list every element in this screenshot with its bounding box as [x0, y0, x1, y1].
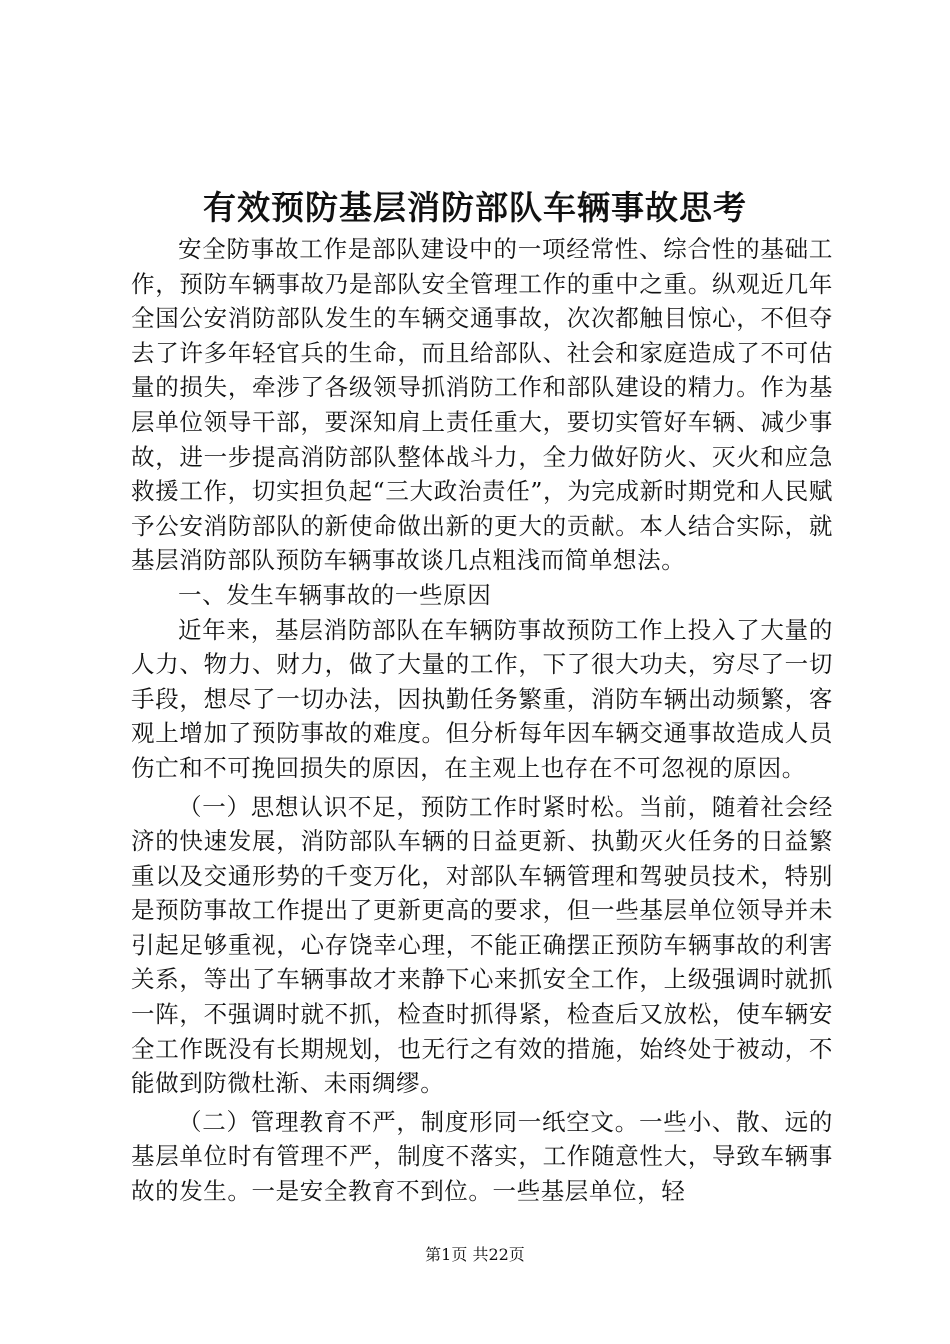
page-number-footer: 第1页 共22页 [425, 1245, 525, 1264]
paragraph-causes-overview: 近年来，基层消防部队在车辆防事故预防工作上投入了大量的人力、物力、财力，做了大量的工作，下了很大功夫，穷尽了一切手段，想尽了一切办法，因执勤任务繁重，消防车辆出动频繁，客观上增加了预防事故的难度。但分析每年因车辆交通事故造成人员伤亡和不可挽回损失的原因，在主观上也存在不可忽视的原因。 [131, 615, 833, 782]
section-heading-causes: 一、发生车辆事故的一些原因 [178, 580, 492, 609]
document-title: 有效预防基层消防部队车辆事故思考 [203, 188, 747, 227]
paragraph-cause-two: （二）管理教育不严，制度形同一纸空文。一些小、散、远的基层单位时有管理不严，制度不落实，工作随意性大，导致车辆事故的发生。一是安全教育不到位。一些基层单位，轻 [131, 1107, 833, 1206]
document-body [131, 232, 833, 1209]
paragraph-intro: 安全防事故工作是部队建设中的一项经常性、综合性的基础工作，预防车辆事故乃是部队安全管理工作的重中之重。纵观近几年全国公安消防部队发生的车辆交通事故，次次都触目惊心，不但夺去了许多年轻官兵的生命，而且给部队、社会和家庭造成了不可估量的损失，牵涉了各级领导抓消防工作和部队建设的精力。作为基层单位领导干部，要深知肩上责任重大，要切实管好车辆、减少事故，进一步提高消防部队整体战斗力，全力做好防火、灭火和应急救援工作，切实担负起“三大政治责任”，为完成新时期党和人民赋予公安消防部队的新使命做出新的更大的贡献。本人结合实际，就基层消防部队预防车辆事故谈几点粗浅而简单想法。 [131, 235, 833, 575]
paragraph-cause-one: （一）思想认识不足，预防工作时紧时松。当前，随着社会经济的快速发展，消防部队车辆的日益更新、执勤灭火任务的日益繁重以及交通形势的千变万化，对部队车辆管理和驾驶员技术，特别是预防事故工作提出了更新更高的要求，但一些基层单位领导并未引起足够重视，心存饶幸心理，不能正确摆正预防车辆事故的利害关系，等出了车辆事故才来静下心来抓安全工作，上级强调时就抓一阵，不强调时就不抓，检查时抓得紧，检查后又放松，使车辆安全工作既没有长期规划，也无行之有效的措施，始终处于被动，不能做到防微杜渐、未雨绸缪。 [131, 792, 833, 1098]
